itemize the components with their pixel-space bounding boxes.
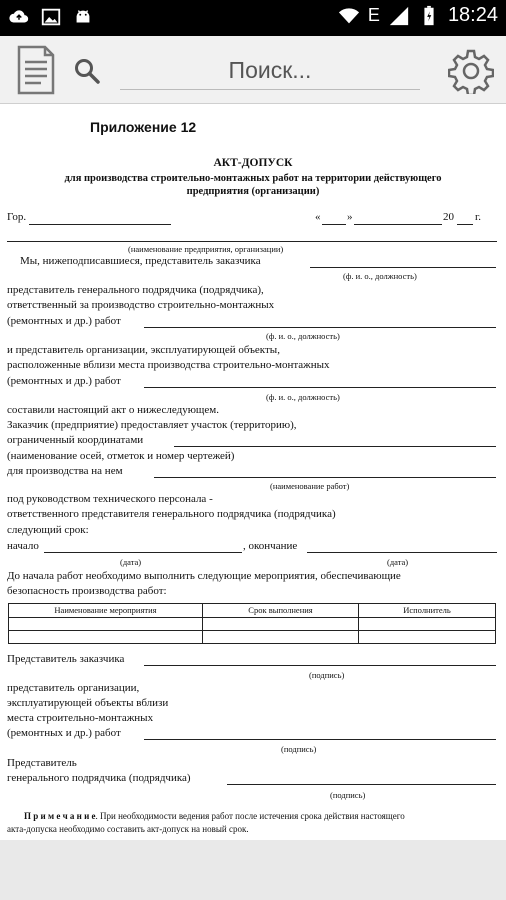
table-header: Наименование мероприятия [9, 604, 203, 618]
lead-line-1: под руководством технического персонала - [7, 493, 213, 505]
app-toolbar [0, 36, 506, 104]
gen-signature-fill-line [227, 784, 496, 785]
customer-paragraph-4: для производства на нем [7, 465, 123, 477]
fio-caption-2: (ф. и. о., должность) [266, 331, 340, 341]
battery-icon [418, 5, 440, 27]
gen-contractor-line-1: представитель генерального подрядчика (подрядчика), [7, 284, 264, 296]
table-header-row [9, 604, 496, 618]
org-rep-line-3: (ремонтных и др.) работ [7, 375, 121, 387]
start-date-caption: (дата) [120, 557, 142, 567]
document-subtitle-1: для производства строительно-монтажных работ на территории действующего [64, 173, 442, 184]
appendix-label: Приложение 12 [90, 119, 197, 135]
document-content [0, 104, 506, 840]
work-caption: (наименование работ) [270, 481, 350, 491]
year-suffix: г. [475, 211, 482, 223]
end-label: , окончание [243, 540, 298, 552]
fio-caption-1: (ф. и. о., должность) [343, 271, 417, 281]
city-line [29, 224, 171, 225]
gen-contractor-fill-line [144, 327, 496, 328]
org-signature-line-3: места строительно-монтажных [7, 712, 154, 724]
gen-signature-line-1: Представитель [7, 757, 77, 769]
before-work-line-2: безопасность производства работ: [7, 585, 167, 597]
table-header: Исполнитель [359, 604, 496, 618]
customer-paragraph-1: Заказчик (предприятие) предоставляет участок (территорию), [7, 419, 297, 431]
table-row [9, 631, 496, 644]
gen-contractor-line-3: (ремонтных и др.) работ [7, 315, 121, 327]
org-line [7, 241, 497, 242]
document-page[interactable] [0, 104, 506, 840]
gear-icon[interactable] [448, 48, 494, 94]
lead-line-2: ответственного представителя генерального подрядчика (подрядчика) [7, 508, 336, 520]
year-prefix: 20 [443, 211, 454, 223]
org-signature-line-2: эксплуатирующей объекты вблизи [7, 697, 169, 709]
gen-signature-line-2: генерального подрядчика (подрядчика) [7, 772, 191, 784]
document-icon[interactable] [16, 44, 56, 96]
before-work-line-1: До начала работ необходимо выполнить следующие мероприятия, обеспечивающие [7, 570, 401, 582]
customer-paragraph-2: ограниченный координатами [7, 434, 144, 446]
work-line [154, 477, 496, 478]
sign-caption-3: (подпись) [330, 790, 366, 800]
customer-line [310, 267, 496, 268]
document-title: АКТ-ДОПУСК [213, 157, 293, 169]
we-paragraph: Мы, нижеподписавшиеся, представитель заказчика [20, 255, 261, 267]
note-line-2: акта-допуска необходимо составить акт-допуск на новый срок. [7, 824, 249, 834]
org-rep-line-1: и представитель организации, эксплуатирующей объекты, [7, 344, 280, 356]
customer-signature-label: Представитель заказчика [7, 653, 125, 665]
android-icon [72, 6, 94, 28]
note-label: П р и м е ч а н и е [24, 811, 96, 821]
org-caption: (наименование предприятия, организации) [128, 244, 284, 254]
act-statement: составили настоящий акт о нижеследующем. [7, 404, 219, 416]
org-signature-line-4: (ремонтных и др.) работ [7, 727, 121, 739]
network-type-label: E [367, 5, 380, 25]
image-icon [40, 6, 62, 28]
org-rep-fill-line [144, 387, 496, 388]
lead-line-3: следующий срок: [7, 524, 89, 536]
day-line [322, 224, 346, 225]
org-signature-line-1: представитель организации, [7, 682, 140, 694]
search-input[interactable] [120, 50, 420, 90]
start-label: начало [7, 540, 39, 552]
note-text-1: . При необходимости ведения работ после истечения срока действия настоящего [95, 811, 405, 821]
document-subtitle-2: предприятия (организации) [186, 186, 320, 197]
clock: 18:24 [447, 4, 498, 26]
customer-paragraph-3: (наименование осей, отметок и номер чертежей) [7, 450, 235, 462]
month-line [354, 224, 442, 225]
note-line-1 [24, 810, 405, 823]
sign-caption-2: (подпись) [281, 744, 317, 754]
date-open-quote: « [315, 211, 321, 223]
year-line [457, 224, 473, 225]
signal-icon [388, 5, 410, 27]
cloud-upload-icon [8, 6, 30, 28]
end-date-line [307, 552, 497, 553]
wifi-icon [338, 5, 360, 27]
gen-contractor-line-2: ответственный за производство строительно-монтажных [7, 299, 275, 311]
org-signature-fill-line [144, 739, 496, 740]
end-date-caption: (дата) [387, 557, 409, 567]
customer-signature-line [144, 665, 496, 666]
search-icon[interactable] [74, 58, 100, 84]
search-placeholder: Поиск... [228, 57, 312, 83]
viewer-background [0, 840, 506, 900]
city-label: Гор. [7, 211, 27, 223]
status-bar [0, 0, 506, 36]
org-rep-line-2: расположенные вблизи места производства строительно-монтажных [7, 359, 330, 371]
start-date-line [44, 552, 242, 553]
table-row [9, 618, 496, 631]
sign-caption-1: (подпись) [309, 670, 345, 680]
table-header: Срок выполнения [203, 604, 359, 618]
date-close-quote: » [347, 211, 353, 223]
fio-caption-3: (ф. и. о., должность) [266, 392, 340, 402]
coordinates-line [174, 446, 496, 447]
measures-table [8, 603, 496, 644]
